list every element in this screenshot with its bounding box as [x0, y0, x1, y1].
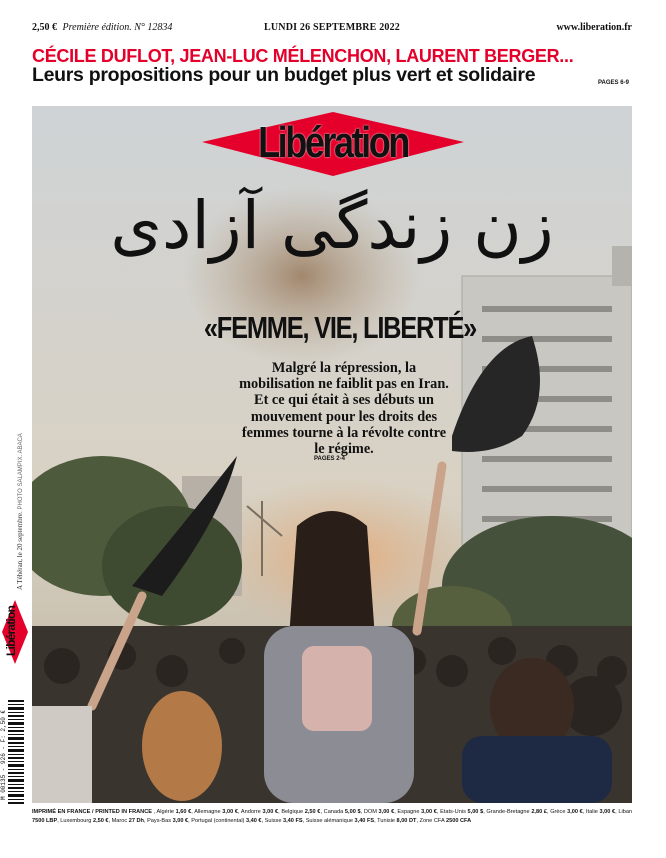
price-entry: Espagne 3,00 €, [397, 809, 441, 815]
price-entry: Suisse 3,40 FS, [264, 818, 306, 824]
barcode-icon [4, 698, 28, 806]
price-value: 3,00 € [599, 809, 616, 815]
price-entry: Etats-Unis 5,00 $, [440, 809, 487, 815]
price-value: 3,40 FS [283, 818, 303, 824]
price-country: Allemagne [194, 809, 223, 815]
price-value: 5,00 $ [467, 809, 484, 815]
price-value: 3,00 € [567, 809, 583, 815]
price-value: 3,00 € [172, 818, 189, 824]
price-entry: Andorre 3,00 €, [240, 809, 282, 815]
barcode-number: M 00135 - 926 - F: 2,50 € [0, 709, 7, 800]
price-value: 3,40 € [245, 818, 262, 824]
price-value: 2,50 € [92, 818, 109, 824]
top-story-kicker: CÉCILE DUFLOT, JEAN-LUC MÉLENCHON, LAURENT BERGER... [32, 46, 574, 66]
price-value: 3,00 € [262, 809, 279, 815]
price-entry: Grèce 3,00 €, [550, 809, 586, 815]
cover-blurb: Malgré la répression, la mobilisation ne faiblit pas en Iran. Et ce qui était à ses débuts un mouvement pour les droits des femmes tourne à la révolte contre le régime. [239, 360, 449, 458]
price-value: 1,60 € [175, 809, 192, 815]
price-country: Tunisie [377, 818, 397, 824]
price-entry: Canada 5,00 $, [323, 809, 364, 815]
price-entry: Grande-Bretagne 2,80 £, [486, 809, 551, 815]
price-entry: Tunisie 8,00 DT, [377, 818, 420, 824]
price-value: 3,00 € [222, 809, 238, 815]
price-country: Andorre [240, 809, 263, 815]
price-entry: Pays-Bas 3,00 €, [147, 818, 192, 824]
price-country: Belgique [281, 809, 305, 815]
price-value: 8,00 DT [396, 818, 417, 824]
spine-logo-wordmark: Libération [4, 605, 18, 656]
masthead-bar [32, 22, 632, 38]
price-entry: Italie 3,00 €, [586, 809, 619, 815]
price-entry: Portugal (continental) 3,40 €, [191, 818, 265, 824]
international-prices [32, 808, 632, 826]
photo-credit: PHOTO SALAMPIX. ABACA [18, 433, 24, 510]
price-entry: IMPRIMÉ EN FRANCE / PRINTED IN FRANCE , [32, 809, 157, 815]
cover-title: «FEMME, VIE, LIBERTÉ» [203, 310, 477, 345]
price-value: 7500 LBP [32, 818, 58, 824]
price-country: Algérie [156, 809, 176, 815]
price-entry: Liban 7500 LBP, [32, 809, 633, 824]
price-country: Maroc [111, 818, 129, 824]
price-entry: DOM 3,00 €, [363, 809, 398, 815]
price-entry: Algérie 1,60 €, [156, 809, 195, 815]
liberation-logo [202, 104, 464, 186]
cover-pages: PAGES 2-4 [314, 456, 345, 462]
price-value: 2,50 € [304, 809, 321, 815]
price-value: 27 Dh [128, 818, 144, 824]
price-country: Etats-Unis [440, 809, 468, 815]
price-entry: Maroc 27 Dh, [111, 818, 148, 824]
top-story-headline: Leurs propositions pour un budget plus vert et solidaire [32, 64, 536, 86]
price-value: 5,00 $ [344, 809, 361, 815]
price-country: Grande-Bretagne [486, 809, 532, 815]
price-country: Pays-Bas [147, 818, 173, 824]
price-country: Italie [586, 809, 600, 815]
price-value: 3,00 € [421, 809, 437, 815]
issue-date: LUNDI 26 SEPTEMBRE 2022 [263, 22, 400, 33]
price-country: IMPRIMÉ EN FRANCE / PRINTED IN FRANCE [32, 809, 154, 815]
price-entry: Belgique 2,50 €, [281, 809, 324, 815]
price-value: 2,50 € [32, 22, 57, 33]
price-country: Portugal (continental) [191, 818, 246, 824]
top-story-pages: PAGES 6-9 [598, 80, 629, 86]
price-country: Suisse alémanique [305, 818, 355, 824]
farsi-slogan: زن زندگی آزادی [110, 187, 554, 264]
price-country: Canada [323, 809, 345, 815]
price-country: DOM [363, 809, 379, 815]
website-link[interactable]: www.liberation.fr [556, 22, 632, 33]
price-value: 2,80 £ [531, 809, 547, 815]
photo-caption [16, 390, 24, 590]
price-value: 2500 CFA [445, 818, 472, 824]
price-entry [420, 818, 472, 824]
price-entry: Allemagne 3,00 €, [194, 809, 241, 815]
price-value: 3,40 FS [354, 818, 375, 824]
price-country: Grèce [550, 809, 568, 815]
price-country: Espagne [397, 809, 422, 815]
price-entry: Suisse alémanique 3,40 FS, [305, 818, 378, 824]
edition-number: Première édition. N° 12834 [62, 22, 173, 33]
price-value: 3,00 € [378, 809, 395, 815]
price-entry: Luxembourg 2,50 €, [60, 818, 112, 824]
price-country: Liban [618, 809, 633, 815]
caption-text: A Téhéran, le 20 septembre. [16, 511, 24, 590]
price-country: Suisse [264, 818, 283, 824]
logo-wordmark: Libération [258, 118, 408, 167]
price-country: Zone CFA [419, 818, 446, 824]
price-country: Luxembourg [60, 818, 93, 824]
